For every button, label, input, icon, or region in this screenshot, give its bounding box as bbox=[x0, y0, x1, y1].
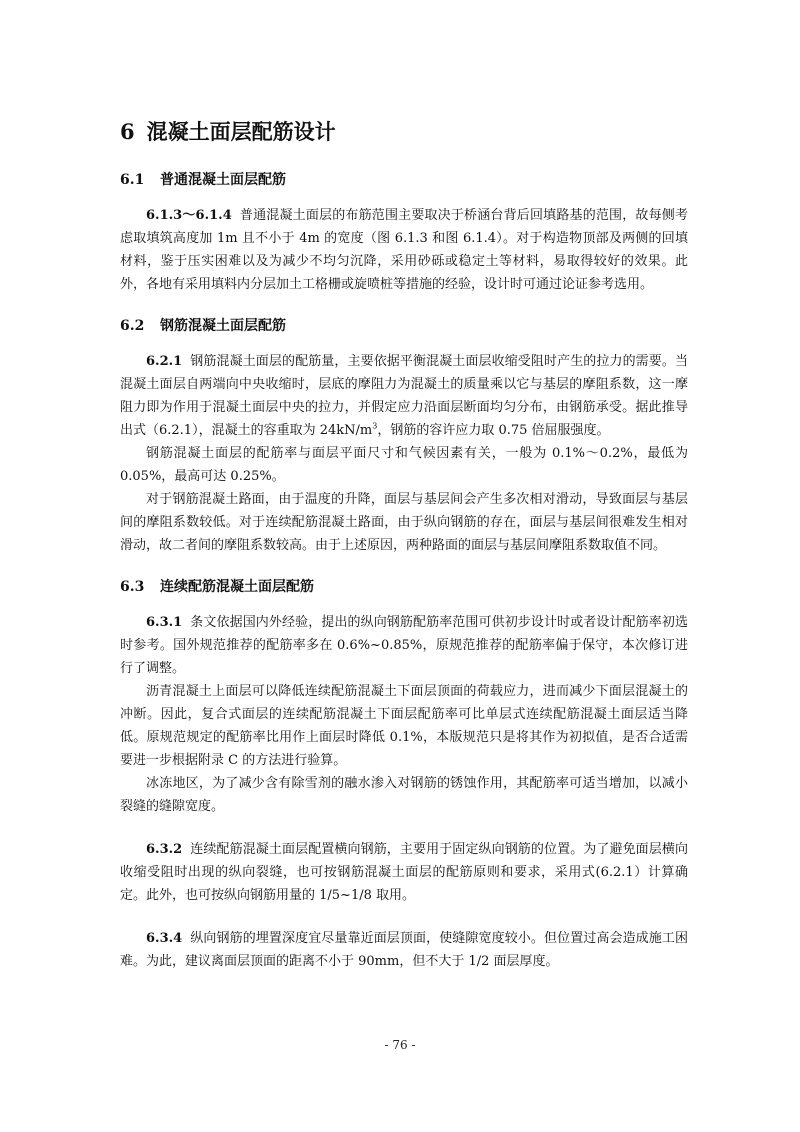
paragraph bbox=[120, 680, 688, 772]
section-title: 普通混凝土面层配筋 bbox=[160, 172, 286, 188]
section-number: 6.3 bbox=[120, 579, 145, 595]
paragraph bbox=[120, 204, 688, 296]
paragraph bbox=[120, 442, 688, 488]
paragraph-text: 纵向钢筋的埋置深度宜尽量靠近面层顶面，使缝隙宽度较小。但位置过高会造成施工困难。为此，建议离面层顶面的距离不小于 90mm，但不大于 1/2 面层厚度。 bbox=[120, 931, 688, 969]
chapter-number: 6 bbox=[120, 119, 135, 144]
section-title: 钢筋混凝土面层配筋 bbox=[160, 318, 286, 334]
paragraph bbox=[120, 488, 688, 557]
section-heading-6-3 bbox=[120, 577, 688, 597]
paragraph bbox=[120, 350, 688, 442]
paragraph-text: 钢筋混凝土面层的配筋量，主要依据平衡混凝土面层收缩受阻时产生的拉力的需要。当混凝土面层自两端向中央收缩时，层底的摩阻力为混凝土的质量乘以它与基层的摩阻系数，这一摩阻力即为作用于混凝土面层中央的拉力，并假定应力沿面层断面均匀分布，由钢筋承受。据此推导出式（6.2.1），混凝土的容重取为 24kN/m bbox=[120, 354, 688, 438]
paragraph-text: 沥青混凝土上面层可以降低连续配筋混凝土下面层顶面的荷载应力，进而减少下面层混凝土的冲断。因此，复合式面层的连续配筋混凝土下面层配筋率可比单层式连续配筋混凝土面层适当降低。原规范规定的配筋率比用作上面层时降低 0.1%，本版规范只是将其作为初拟值，是否合适需要进一步根据附录 C 的方法进行验算。 bbox=[120, 684, 688, 768]
page-content bbox=[120, 118, 688, 973]
clause-number: 6.3.2 bbox=[146, 842, 183, 857]
chapter-heading bbox=[120, 118, 688, 146]
paragraph-text: 条文依据国内外经验，提出的纵向钢筋配筋率范围可供初步设计时或者设计配筋率初选时参考。国外规范推荐的配筋率多在 0.6%~0.85%，原规范推荐的配筋率偏于保守，本次修订进行了调整。 bbox=[120, 615, 688, 676]
paragraph-text-after: ，钢筋的容许应力取 0.75 倍屈服强度。 bbox=[377, 423, 610, 438]
paragraph-text: 对于钢筋混凝土路面，由于温度的升降，面层与基层间会产生多次相对滑动，导致面层与基层间的摩阻系数较低。对于连续配筋混凝土路面，由于纵向钢筋的存在，面层与基层间很难发生相对滑动，故二者间的摩阻系数较高。由于上述原因，两种路面的面层与基层间摩阻系数取值不同。 bbox=[120, 492, 688, 553]
paragraph bbox=[120, 838, 688, 907]
clause-number: 6.1.3～6.1.4 bbox=[146, 208, 232, 223]
section-heading-6-1 bbox=[120, 170, 688, 190]
superscript: 3 bbox=[372, 421, 378, 431]
clause-number: 6.3.1 bbox=[146, 615, 183, 630]
paragraph-text: 连续配筋混凝土面层配置横向钢筋，主要用于固定纵向钢筋的位置。为了避免面层横向收缩受阻时出现的纵向裂缝，也可按钢筋混凝土面层的配筋原则和要求，采用式(6.2.1）计算确定。此外，也可按纵向钢筋用量的 1/5~1/8 取用。 bbox=[120, 842, 688, 903]
paragraph-text: 冰冻地区，为了减少含有除雪剂的融水渗入对钢筋的锈蚀作用，其配筋率可适当增加，以减小裂缝的缝隙宽度。 bbox=[120, 776, 688, 814]
section-number: 6.2 bbox=[120, 318, 145, 334]
paragraph bbox=[120, 927, 688, 973]
section-title: 连续配筋混凝土面层配筋 bbox=[160, 579, 314, 595]
section-heading-6-2 bbox=[120, 316, 688, 336]
section-number: 6.1 bbox=[120, 172, 145, 188]
paragraph bbox=[120, 611, 688, 680]
paragraph-text: 钢筋混凝土面层的配筋率与面层平面尺寸和气候因素有关，一般为 0.1%～0.2%，最低为 0.05%，最高可达 0.25%。 bbox=[120, 446, 688, 484]
paragraph-text: 普通混凝土面层的布筋范围主要取决于桥涵台背后回填路基的范围，故每侧考虑取填筑高度加 1m 且不小于 4m 的宽度（图 6.1.3 和图 6.1.4）。对于构造物顶部及两侧的回填材料，鉴于压实困难以及为减少不均匀沉降，采用砂砾或稳定土等材料，易取得较好的效果。此外，各地有采用填料内分层加土工格栅或旋喷桩等措施的经验，设计时可通过论证参考选用。 bbox=[120, 208, 688, 292]
clause-number: 6.3.4 bbox=[146, 931, 183, 946]
chapter-title: 混凝土面层配筋设计 bbox=[146, 119, 336, 144]
paragraph bbox=[120, 772, 688, 818]
page-number: - 76 - bbox=[384, 1038, 416, 1052]
clause-number: 6.2.1 bbox=[146, 354, 183, 369]
